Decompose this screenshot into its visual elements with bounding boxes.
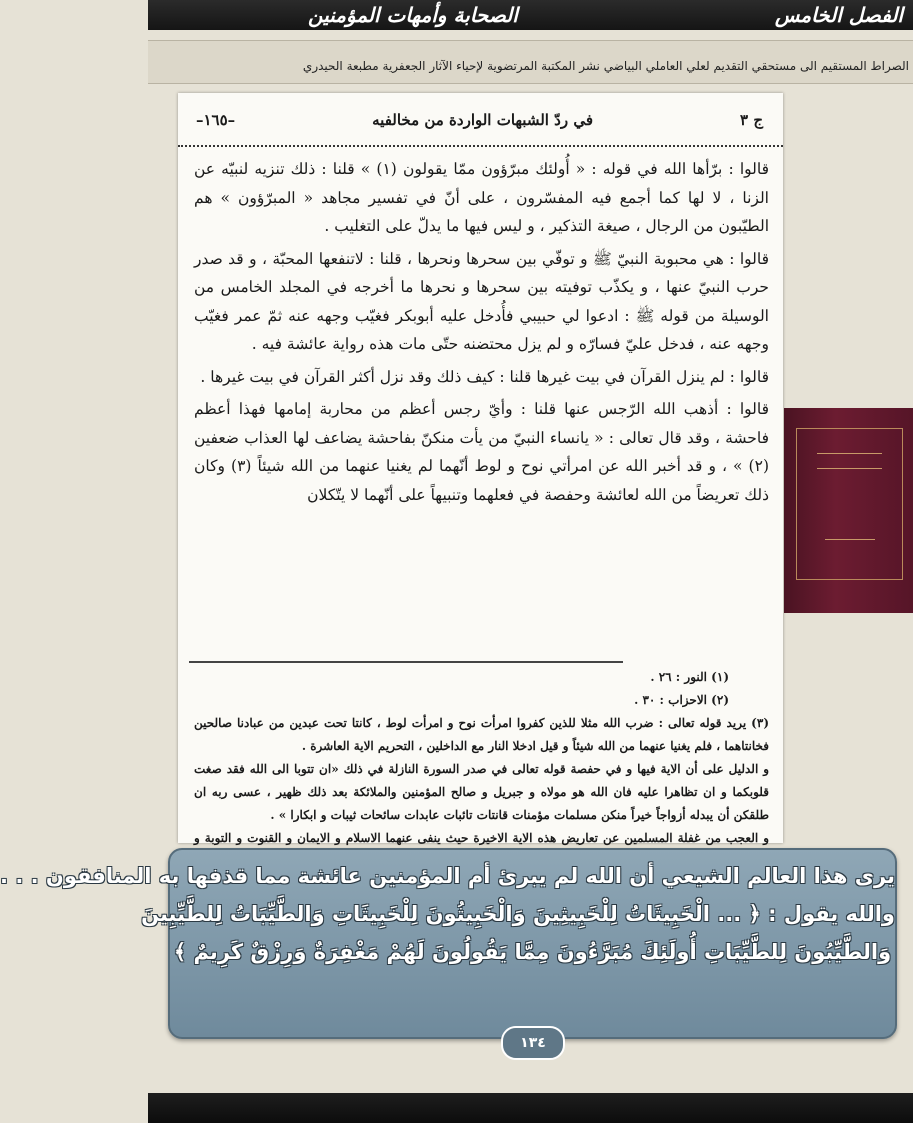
source-citation: الصراط المستقيم الى مستحقي التقديم لعلي العاملي البياضي نشر المكتبة المرتضوية لإحياء الآثار الجعفرية مطبعة الحيدري: [302, 59, 909, 73]
page-number-badge: ١٣٤: [501, 1026, 565, 1060]
chapter-title: الفصل الخامس: [774, 3, 903, 27]
volume-label: ج ٣: [740, 111, 763, 129]
scan-page-number: –١٦٥–: [196, 111, 236, 129]
top-header-bar: [148, 0, 913, 30]
section-title: الصحابة وأمهات المؤمنين: [308, 3, 518, 27]
footnote: و العجب من غفلة المسلمين عن تعاريض هذه الاية الاخيرة حيث ينفى عنهما الاسلام و الايمان و القنوت و التوبة و: [194, 831, 769, 845]
callout-line: يرى هذا العالم الشيعي أن الله لم يبرئ أم المؤمنين عائشة مما قذفها به المنافقون . . .: [0, 864, 895, 888]
book-cover-ornament: [796, 428, 903, 580]
footnote: (٢) الاحزاب : ٣٠ .: [634, 693, 729, 707]
footnote: و الدليل على أن الاية فيها و في حفصة قوله تعالى في صدر السورة النازلة في ذلك «ان تتوبا الى الله فقد صغت قلوبكما و ان تظاهرا عليه فان الله هو مولاه و جبريل و صالح المؤمنين والملائكة بعد ذلك ظهير ، عسى ربه ان طلقكن أن يبدله أزواجاً خيراً منكن مسلمات مؤمنات قانتات تائبات عابدات سائحات ثيبات و ابكارا » .: [194, 762, 769, 822]
running-header: [178, 93, 783, 147]
quran-callout-box: [0, 848, 897, 1039]
paragraph: قالوا : برّأها الله في قوله : « أُولئك مبرّؤون ممّا يقولون (١) » قلنا : ذلك تنزيه لنبيّه عن الزنا ، لا لها كما أجمع فيه المفسّرون ، على أنّ في تفسير مجاهد « المبرّؤون » هم الطيّبون من الرجال ، صيغة التذكير ، و ليس فيها ما يدلّ على التغليب .: [194, 160, 769, 235]
bottom-bar: [148, 1093, 913, 1123]
callout-line: وَالطَّيِّبُونَ لِلطَّيِّبَاتِ أُولَئِكَ مُبَرَّءُونَ مِمَّا يَقُولُونَ لَهُمْ مَغْفِرَةٌ وَرِزْقٌ كَرِيمٌ ﴾: [173, 940, 892, 964]
book-cover-image: [784, 408, 913, 613]
paragraph: قالوا : هي محبوبة النبيّ ﷺ و توفّي بين سحرها ونحرها ، قلنا : لاتنفعها المحبّة ، و قد صدر حرب النبيّ عنها ، و يكذّب توفيته بين سحرها و نحرها ما أخرجه في المجلد الخامس من الوسيلة من قوله ﷺ : ادعوا لي حبيبي فأُدخل عليه أبوبكر فغيّب وجهه عنه ثمّ عمر فغيّب وجهه عنه ، فدخل عليّ فسارّه و لم يزل محتضنه حتّى مات هذه رواية عائشة فيه .: [194, 249, 769, 353]
footnote-divider: [189, 661, 623, 663]
callout-line: والله يقول : ﴿ ... الْخَبِيثَاتُ لِلْخَبِيثِينَ وَالْخَبِيثُونَ لِلْخَبِيثَاتِ وَالطَّيِّبَاتُ لِلطَّيِّبِينَ: [141, 902, 895, 926]
body-text: [194, 155, 769, 513]
chapter-heading: في ردّ الشبهات الواردة من مخالفيه: [372, 111, 593, 129]
scanned-book-page: [178, 93, 783, 843]
footnote: (١) النور : ٢٦ .: [650, 670, 729, 684]
paragraph: قالوا : أذهب الله الرّجس عنها قلنا : وأيّ رجس أعظم من محاربة إمامها فهذا أعظم فاحشة ، وقد قال تعالى : « يانساء النبيّ من يأت منكنّ بفاحشة يضاعف لها العذاب ضعفين (٢) » ، و قد أخبر الله عن امرأتي نوح و لوط أنّهما لم يغنيا عنهما من الله شيئاً (٣) وكان ذلك تعريضاً من الله لعائشة وحفصة في فعلهما وتنبيهاً على أنّهما لا يتّكلان: [194, 400, 769, 504]
footnotes: [194, 666, 769, 873]
footnote: (٣) يريد قوله تعالى : ضرب الله مثلا للذين كفروا امرأت نوح و امرأت لوط ، كانتا تحت عبدين من عبادنا صالحين فخانتاهما ، فلم يغنيا عنهما من الله شيئاً و قيل ادخلا النار مع الداخلين ، التحريم الاية العاشرة .: [194, 716, 769, 753]
paragraph: قالوا : لم ينزل القرآن في بيت غيرها قلنا : كيف ذلك وقد نزل أكثر القرآن في بيت غيرها .: [200, 367, 769, 386]
source-citation-bar: [148, 40, 913, 84]
